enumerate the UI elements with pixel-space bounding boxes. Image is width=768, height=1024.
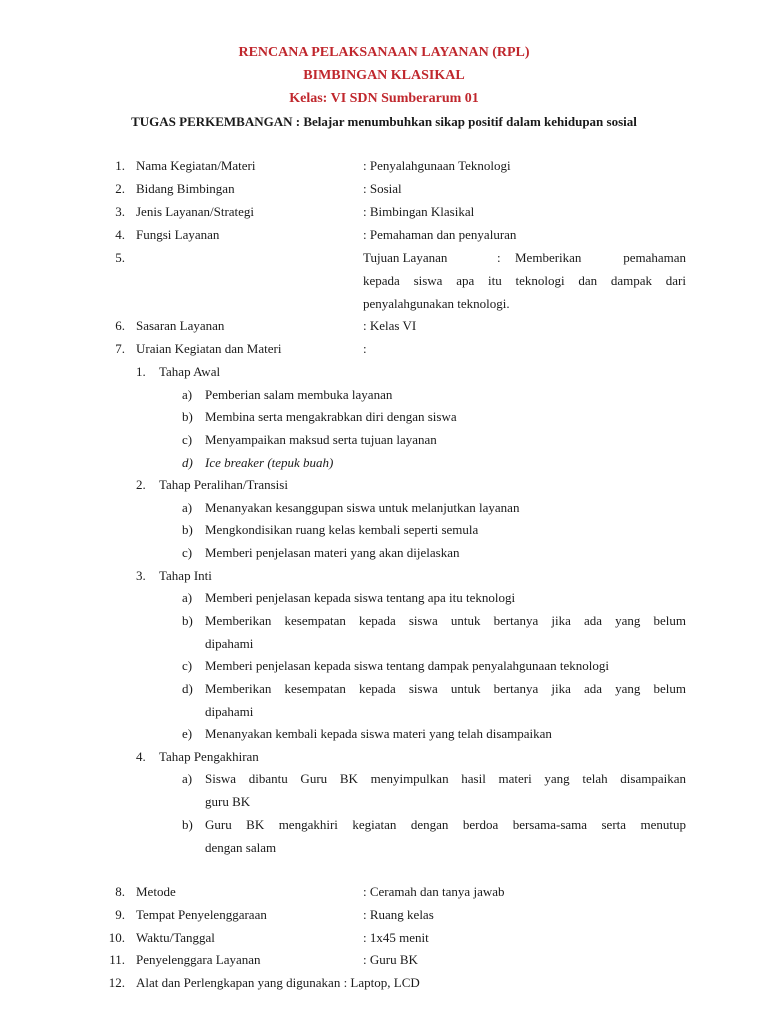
sub-text-cont: dengan salam — [205, 840, 277, 855]
tujuan-line2: kepada siswa apa itu teknologi dan dampak dari — [363, 273, 686, 288]
item-value: : Bimbingan Klasikal — [363, 204, 475, 219]
item-label: Sasaran Layanan — [136, 318, 225, 333]
sub-text: Membina serta mengakrabkan diri dengan siswa — [205, 409, 457, 424]
sub-letter: c) — [182, 545, 193, 560]
item-label: Waktu/Tanggal — [136, 930, 215, 945]
item-number: 3. — [115, 204, 125, 219]
sub-text: Memberikan kesempatan kepada siswa untuk bertanya jika ada yang belum — [205, 681, 686, 696]
tujuan-line1: Memberikan pemahaman — [515, 250, 686, 265]
sub-text: Memberikan kesempatan kepada siswa untuk bertanya jika ada yang belum — [205, 613, 686, 628]
item-label: Nama Kegiatan/Materi — [136, 158, 256, 173]
item-label: Penyelenggara Layanan — [136, 952, 261, 967]
tahap-number: 2. — [136, 477, 146, 492]
item-number: 1. — [115, 158, 125, 173]
item-label: Fungsi Layanan — [136, 227, 220, 242]
sub-text: Pemberian salam membuka layanan — [205, 387, 393, 402]
item-number: 9. — [115, 907, 125, 922]
sub-letter: c) — [182, 432, 193, 447]
sub-text: Menanyakan kembali kepada siswa materi yang telah disampaikan — [205, 726, 552, 741]
item-number: 4. — [115, 227, 125, 242]
sub-letter: c) — [182, 658, 193, 673]
item-number: 10. — [108, 930, 125, 945]
sub-text-cont: dipahami — [205, 636, 254, 651]
item-label: Jenis Layanan/Strategi — [136, 204, 255, 219]
sub-letter: e) — [182, 726, 193, 741]
sub-text: Menyampaikan maksud serta tujuan layanan — [205, 432, 437, 447]
tahap-title: Tahap Pengakhiran — [159, 749, 259, 764]
sub-text-cont: dipahami — [205, 704, 254, 719]
item-value: : 1x45 menit — [363, 930, 429, 945]
item-number: 8. — [115, 884, 125, 899]
sub-letter: a) — [182, 590, 193, 605]
tahap-number: 3. — [136, 568, 146, 583]
sub-letter: b) — [182, 613, 193, 628]
sub-text-cont: guru BK — [205, 794, 251, 809]
sub-text: Memberi penjelasan materi yang akan dijelaskan — [205, 545, 460, 560]
doc-subtitle: BIMBINGAN KLASIKAL — [303, 68, 465, 83]
doc-title: RENCANA PELAKSANAAN LAYANAN (RPL) — [238, 45, 530, 60]
sub-text: Ice breaker (tepuk buah) — [205, 455, 334, 470]
item-value: : Ceramah dan tanya jawab — [363, 884, 505, 899]
item-number: 11. — [109, 952, 125, 967]
tahap-title: Tahap Inti — [159, 568, 212, 583]
item-label: Uraian Kegiatan dan Materi — [136, 341, 282, 356]
sub-text: Guru BK mengakhiri kegiatan dengan berdoa bersama-sama serta menutup — [205, 817, 686, 832]
doc-kelas: Kelas: VI SDN Sumberarum 01 — [289, 91, 479, 106]
sub-text: Memberi penjelasan kepada siswa tentang dampak penyalahgunaan teknologi — [205, 658, 609, 673]
item-number: 5. — [115, 250, 125, 265]
tahap-number: 4. — [136, 749, 146, 764]
tugas-perkembangan: TUGAS PERKEMBANGAN : Belajar menumbuhkan sikap positif dalam kehidupan sosial — [131, 114, 637, 129]
item-number: 6. — [115, 318, 125, 333]
sub-letter: d) — [182, 681, 193, 696]
sub-text: Siswa dibantu Guru BK menyimpulkan hasil materi yang telah disampaikan — [205, 771, 686, 786]
sub-letter: b) — [182, 817, 193, 832]
item-value: : Sosial — [363, 181, 402, 196]
item-label: Alat dan Perlengkapan yang digunakan : Laptop, LCD — [136, 975, 420, 990]
item-number: 2. — [115, 181, 125, 196]
item-label: Bidang Bimbingan — [136, 181, 235, 196]
item-value: : Ruang kelas — [363, 907, 434, 922]
sub-text: Memberi penjelasan kepada siswa tentang apa itu teknologi — [205, 590, 516, 605]
item-label: Tempat Penyelenggaraan — [136, 907, 267, 922]
sub-letter: b) — [182, 522, 193, 537]
sub-letter: a) — [182, 387, 193, 402]
item-number: 7. — [115, 341, 125, 356]
item-value: : Penyalahgunaan Teknologi — [363, 158, 511, 173]
tahap-number: 1. — [136, 364, 146, 379]
sub-letter: d) — [182, 455, 193, 470]
sub-letter: a) — [182, 771, 193, 786]
sub-letter: a) — [182, 500, 193, 515]
item-value: : Pemahaman dan penyaluran — [363, 227, 517, 242]
tujuan-line3: penyalahgunakan teknologi. — [363, 296, 510, 311]
tujuan-label: Tujuan Layanan — [363, 250, 448, 265]
item-label: Metode — [136, 884, 176, 899]
item-number: 12. — [108, 975, 125, 990]
sub-text: Mengkondisikan ruang kelas kembali seperti semula — [205, 522, 479, 537]
item-value: : Kelas VI — [363, 318, 417, 333]
item-value: : — [363, 341, 367, 356]
item-value: : Guru BK — [363, 952, 418, 967]
tahap-title: Tahap Peralihan/Transisi — [159, 477, 288, 492]
tujuan-colon: : — [497, 250, 501, 265]
sub-text: Menanyakan kesanggupan siswa untuk melanjutkan layanan — [205, 500, 520, 515]
tahap-title: Tahap Awal — [159, 364, 221, 379]
sub-letter: b) — [182, 409, 193, 424]
